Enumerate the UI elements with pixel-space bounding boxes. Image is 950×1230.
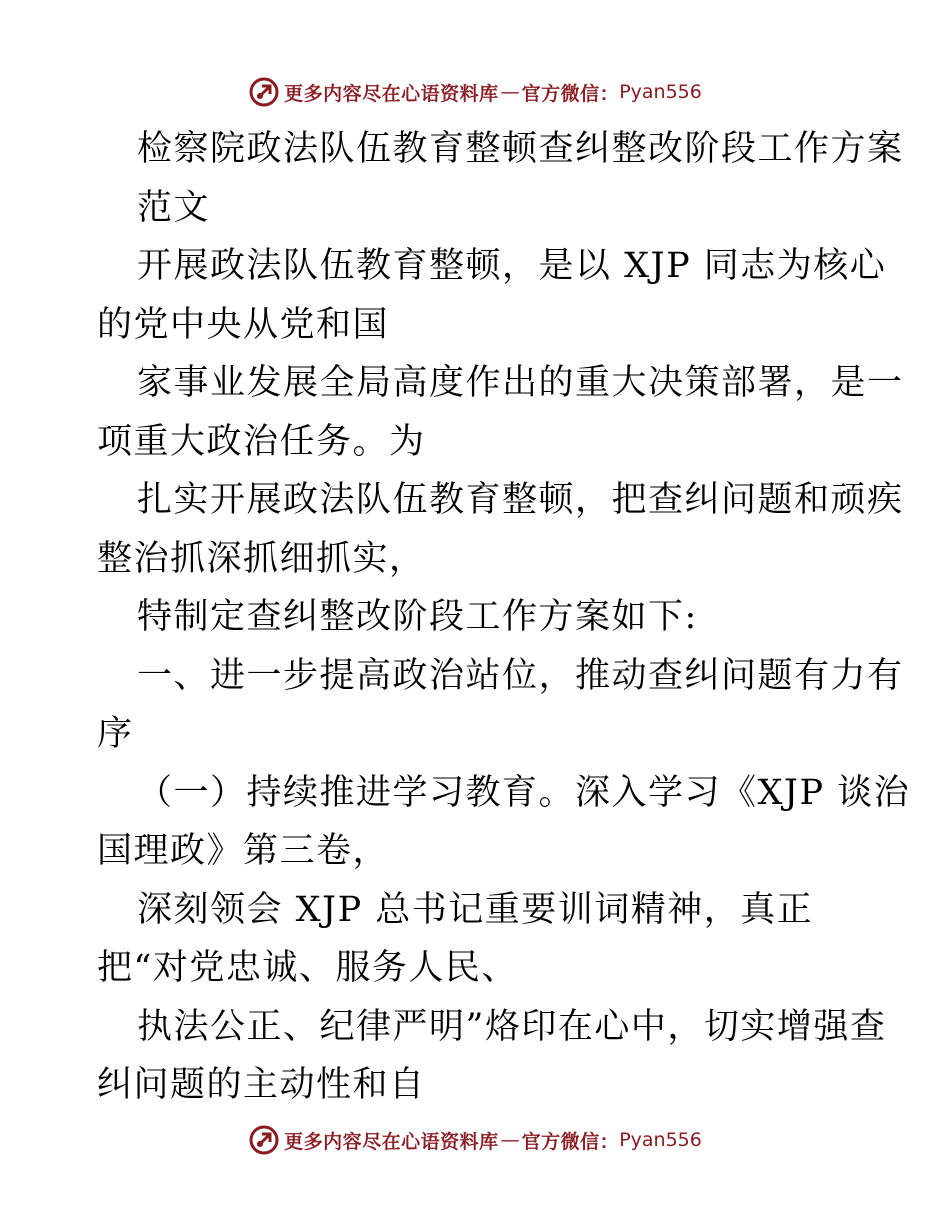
watermark-wechat-label: 官方微信： xyxy=(521,82,620,105)
watermark-separator: — xyxy=(500,81,520,103)
doc-line: 整治抓深抓细抓实， xyxy=(97,538,426,579)
doc-line: 扎实开展政法队伍教育整顿，把查纠问题和顽疾 xyxy=(137,480,904,520)
doc-line: 纠问题的主动性和自 xyxy=(97,1065,426,1105)
watermark-text: 更多内容尽在心语资料库 xyxy=(284,82,499,105)
doc-line: 把“对党忠诚、服务人民、 xyxy=(97,948,518,988)
doc-line: 范文 xyxy=(137,187,211,228)
doc-line: 执法公正、纪律严明”烙印在心中，切实增强查 xyxy=(137,1006,887,1047)
doc-line: 的党中央从党和国 xyxy=(97,304,390,345)
watermark-separator: — xyxy=(500,1129,520,1151)
watermark-text: 更多内容尽在心语资料库 xyxy=(284,1130,499,1153)
doc-line: 国理政》第三卷， xyxy=(97,831,390,871)
doc-line: 开展政法队伍教育整顿，是以 XJP 同志为核心 xyxy=(137,246,887,286)
logo-icon xyxy=(248,1124,280,1156)
doc-line: 项重大政治任务。为 xyxy=(97,421,426,462)
doc-line: （一）持续推进学习教育。深入学习《XJP 谈治 xyxy=(137,772,911,813)
watermark-wechat-label: 官方微信： xyxy=(521,1130,620,1153)
logo-icon xyxy=(248,76,280,108)
doc-line: 一、进一步提高政治站位，推动查纠问题有力有 xyxy=(137,655,904,696)
watermark-wechat-id: Pyan556 xyxy=(619,81,702,103)
footer-watermark xyxy=(0,1120,950,1160)
doc-line: 深刻领会 XJP 总书记重要训词精神，真正 xyxy=(137,889,814,930)
watermark-wechat-id: Pyan556 xyxy=(619,1129,702,1151)
doc-line: 检察院政法队伍教育整顿查纠整改阶段工作方案 xyxy=(137,129,904,169)
doc-line: 序 xyxy=(97,714,134,754)
doc-line: 特制定查纠整改阶段工作方案如下: xyxy=(137,597,698,637)
document-body xyxy=(97,120,911,1115)
doc-line: 家事业发展全局高度作出的重大决策部署，是一 xyxy=(137,363,904,403)
header-watermark xyxy=(0,72,950,112)
